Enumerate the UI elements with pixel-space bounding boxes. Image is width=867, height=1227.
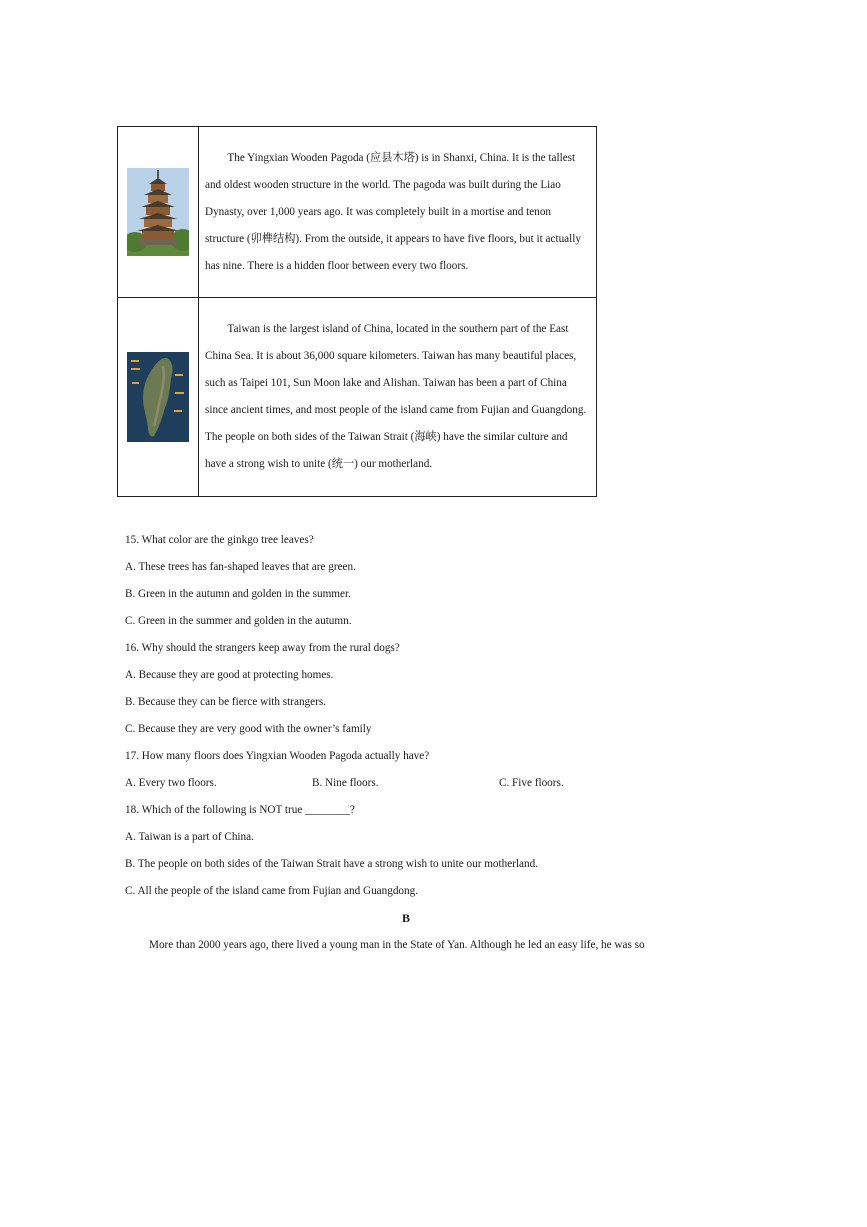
taiwan-text-cell: [199, 298, 597, 497]
pagoda-photo-icon: [127, 168, 189, 256]
option-c: C. All the people of the island came from Fujian and Guangdong.: [125, 885, 418, 897]
option-c: C. Five floors.: [499, 777, 564, 789]
taiwan-image-cell: [118, 298, 199, 497]
question-16: [125, 635, 645, 743]
taiwan-paragraph: Taiwan is the largest island of China, located in the southern part of the East China Sea. It is about 36,000 square kilometers. Taiwan has many beautiful places, such as Taipei 101, Sun Moon lake and Alishan. Taiwan has been a part of China since ancient times, and most people of the island came from Fujian and Guangdong. The people on both sides of the Taiwan Strait (海峡) have the similar culture and have a strong wish to unite (统一) our motherland.: [205, 323, 587, 470]
question-17: [125, 743, 645, 797]
section-b-heading: B: [401, 911, 410, 925]
option-a: A. These trees has fan-shaped leaves that are green.: [125, 561, 356, 573]
question-list: [125, 527, 645, 905]
option-a: A. Because they are good at protecting homes.: [125, 669, 334, 681]
option-c: C. Green in the summer and golden in the autumn.: [125, 615, 352, 627]
question-stem: 15. What color are the ginkgo tree leaves?: [125, 534, 314, 546]
option-b: B. Nine floors.: [312, 777, 379, 789]
option-c: C. Because they are very good with the owner’s family: [125, 723, 372, 735]
taiwan-map-icon: [127, 352, 189, 442]
pagoda-image-cell: [118, 127, 199, 298]
option-a: A. Taiwan is a part of China.: [125, 831, 254, 843]
question-stem: 18. Which of the following is NOT true ________?: [125, 804, 355, 816]
table-row-taiwan: [118, 298, 597, 497]
question-15: [125, 527, 645, 635]
question-stem: 16. Why should the strangers keep away from the rural dogs?: [125, 642, 400, 654]
option-b: B. Green in the autumn and golden in the summer.: [125, 588, 351, 600]
option-b: B. Because they can be fierce with strangers.: [125, 696, 326, 708]
question-stem: 17. How many floors does Yingxian Wooden Pagoda actually have?: [125, 750, 430, 762]
section-b-passage: More than 2000 years ago, there lived a young man in the State of Yan. Although he led an easy life, he was so: [149, 939, 645, 951]
option-row: [125, 770, 645, 797]
option-b: B. The people on both sides of the Taiwan Strait have a strong wish to unite our motherland.: [125, 858, 538, 870]
pagoda-paragraph: The Yingxian Wooden Pagoda (应县木塔) is in Shanxi, China. It is the tallest and oldest wooden structure in the world. The pagoda was built during the Liao Dynasty, over 1,000 years ago. It was completely built in a mortise and tenon structure (卯榫结构). From the outside, it appears to have five floors, but it actually has nine. There is a hidden floor between every two floors.: [205, 151, 581, 272]
pagoda-text-cell: [199, 127, 597, 298]
question-18: [125, 797, 645, 905]
option-a: A. Every two floors.: [125, 777, 217, 789]
table-row-pagoda: [118, 127, 597, 298]
reading-table: [117, 126, 597, 497]
